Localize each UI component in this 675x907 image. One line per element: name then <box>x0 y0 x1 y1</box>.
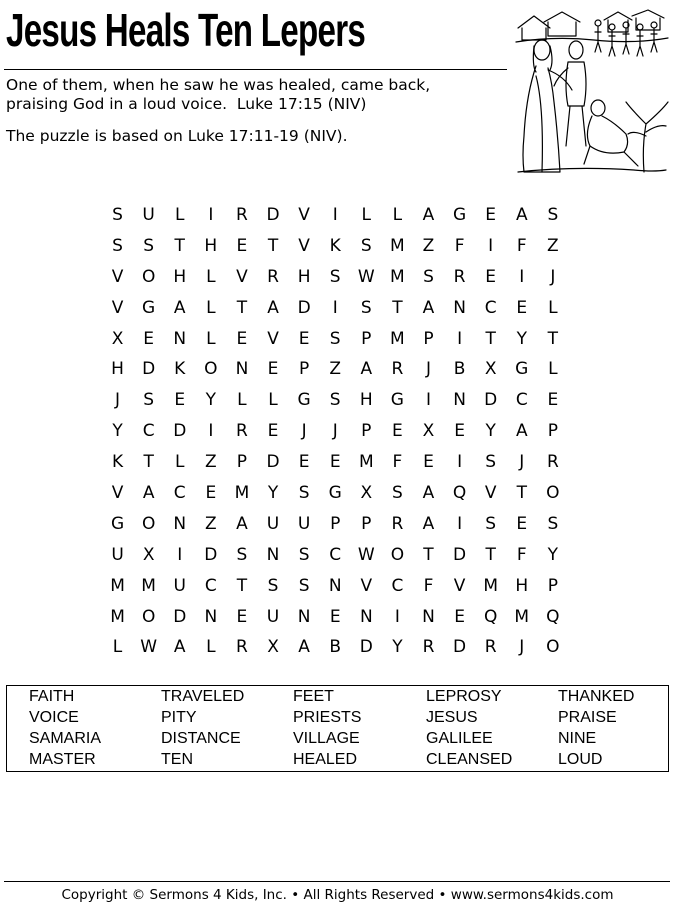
word-search-grid <box>102 200 568 663</box>
grid-letter: E <box>329 452 341 473</box>
grid-letter: J <box>301 421 307 442</box>
grid-letter: S <box>298 544 310 565</box>
grid-letter: T <box>485 544 496 565</box>
grid-letter: W <box>140 637 158 658</box>
grid-letter: G <box>110 513 125 534</box>
grid-letter: N <box>453 390 466 411</box>
grid-letter: L <box>174 205 185 225</box>
grid-letter: Y <box>112 421 123 442</box>
grid-letter: S <box>267 575 279 596</box>
grid-letter: V <box>453 575 466 596</box>
grid-letter: S <box>423 266 434 287</box>
grid-letter: S <box>112 235 123 256</box>
grid-letter: U <box>266 606 280 627</box>
word-list-item: JESUS <box>426 709 478 726</box>
word-list-item: DISTANCE <box>161 730 241 747</box>
grid-letter: W <box>357 266 375 287</box>
grid-letter: S <box>298 575 310 596</box>
grid-letter: S <box>329 328 341 349</box>
grid-letter: Z <box>329 359 342 380</box>
grid-row <box>102 602 568 633</box>
jesus-healing-leper-illustration <box>514 6 670 176</box>
grid-letter: S <box>485 452 497 473</box>
grid-row <box>102 632 568 663</box>
word-list-item: TEN <box>161 751 193 768</box>
grid-letter: I <box>208 205 214 225</box>
grid-letter: H <box>515 575 529 596</box>
grid-letter: J <box>425 359 431 380</box>
grid-letter: M <box>483 575 498 596</box>
grid-letter: I <box>208 421 214 442</box>
grid-letter: E <box>236 328 248 349</box>
grid-letter: I <box>457 452 463 473</box>
grid-letter: L <box>361 205 372 225</box>
grid-letter: L <box>174 452 185 473</box>
word-list-item: FEET <box>293 688 334 705</box>
word-list-item: NINE <box>558 730 597 747</box>
grid-letter: F <box>516 235 527 256</box>
grid-letter: G <box>390 390 404 411</box>
grid-letter: E <box>547 390 559 411</box>
grid-letter: W <box>357 544 375 565</box>
grid-letter: M <box>514 606 530 627</box>
word-list-item: LOUD <box>558 751 603 768</box>
grid-letter: N <box>422 606 435 627</box>
grid-letter: Y <box>485 421 496 442</box>
grid-letter: B <box>329 637 342 658</box>
puzzle-basis-text: The puzzle is based on Luke 17:11-19 (NIV). <box>6 127 348 145</box>
grid-letter: M <box>390 266 405 287</box>
grid-letter: I <box>488 235 494 256</box>
grid-letter: B <box>453 359 466 380</box>
grid-letter: E <box>205 483 217 504</box>
grid-row <box>102 293 568 324</box>
grid-letter: D <box>453 637 467 658</box>
grid-letter: A <box>142 483 155 504</box>
grid-letter: N <box>453 297 466 318</box>
grid-letter: X <box>111 328 124 349</box>
grid-letter: X <box>267 637 279 658</box>
grid-letter: C <box>173 483 186 504</box>
grid-letter: L <box>268 390 278 411</box>
grid-letter: S <box>298 483 310 504</box>
grid-letter: O <box>141 513 156 534</box>
grid-letter: T <box>516 483 527 504</box>
grid-row <box>102 231 568 262</box>
grid-letter: O <box>141 266 156 287</box>
grid-letter: M <box>234 483 250 504</box>
page-title: Jesus Heals Ten Lepers <box>6 4 366 56</box>
grid-letter: R <box>391 513 404 534</box>
grid-letter: L <box>206 328 216 349</box>
grid-letter: E <box>236 235 248 256</box>
grid-letter: D <box>173 606 187 627</box>
grid-letter: R <box>236 205 248 225</box>
grid-letter: G <box>515 359 529 380</box>
word-list-item: VILLAGE <box>293 730 360 747</box>
grid-letter: L <box>206 297 216 318</box>
grid-letter: I <box>332 297 338 318</box>
grid-letter: E <box>454 421 465 442</box>
grid-letter: V <box>236 266 248 287</box>
grid-letter: E <box>236 606 248 627</box>
word-list-item: TRAVELED <box>161 688 245 705</box>
grid-letter: T <box>236 575 248 596</box>
verse-line-2: praising God in a loud voice. Luke 17:15 (NIV) <box>6 95 367 113</box>
grid-letter: A <box>236 513 248 534</box>
grid-letter: A <box>422 297 435 318</box>
grid-letter: U <box>111 544 124 565</box>
grid-letter: N <box>359 606 373 627</box>
grid-letter: R <box>422 637 435 658</box>
grid-letter: R <box>267 266 279 287</box>
grid-letter: N <box>328 575 342 596</box>
word-list-item: PITY <box>161 709 197 726</box>
grid-letter: M <box>110 606 125 627</box>
grid-letter: P <box>330 513 341 534</box>
grid-letter: S <box>329 266 341 287</box>
grid-letter: D <box>266 205 280 225</box>
grid-letter: T <box>236 297 248 318</box>
grid-row <box>102 354 568 385</box>
grid-letter: H <box>111 359 124 380</box>
grid-letter: L <box>548 359 558 380</box>
grid-letter: A <box>422 513 435 534</box>
grid-letter: D <box>142 359 156 380</box>
grid-letter: A <box>173 297 186 318</box>
grid-letter: L <box>237 390 247 411</box>
grid-letter: I <box>457 513 463 534</box>
grid-letter: Y <box>516 328 527 349</box>
grid-letter: H <box>204 235 218 256</box>
grid-letter: D <box>173 421 187 442</box>
word-list-item: LEPROSY <box>426 688 502 705</box>
word-list-item: CLEANSED <box>426 751 513 768</box>
grid-letter: Z <box>205 452 217 473</box>
grid-letter: F <box>423 575 434 596</box>
verse-text <box>6 76 506 114</box>
verse-line-1: One of them, when he saw he was healed, came back, <box>6 76 431 94</box>
grid-letter: U <box>142 205 155 225</box>
grid-letter: L <box>548 297 558 318</box>
grid-letter: P <box>423 328 434 349</box>
grid-letter: E <box>454 606 465 627</box>
word-list-item: PRAISE <box>558 709 617 726</box>
grid-letter: P <box>361 328 372 349</box>
grid-letter: J <box>115 390 121 411</box>
grid-letter: Q <box>546 606 560 627</box>
grid-letter: L <box>392 205 403 225</box>
grid-letter: O <box>546 637 560 658</box>
grid-letter: P <box>547 421 558 442</box>
grid-letter: A <box>173 637 186 658</box>
grid-letter: A <box>515 205 528 225</box>
grid-letter: J <box>519 452 525 473</box>
grid-letter: P <box>361 513 372 534</box>
grid-letter: T <box>392 297 403 318</box>
grid-letter: L <box>112 637 123 658</box>
grid-letter: P <box>298 359 310 380</box>
grid-letter: A <box>422 205 435 225</box>
grid-letter: C <box>204 575 217 596</box>
grid-letter: V <box>111 297 124 318</box>
word-list-item: PRIESTS <box>293 709 362 726</box>
grid-letter: I <box>457 328 463 349</box>
word-list-item: THANKED <box>558 688 635 705</box>
grid-letter: D <box>297 297 311 318</box>
word-list-item: FAITH <box>29 688 75 705</box>
grid-letter: R <box>453 266 466 287</box>
grid-letter: V <box>484 483 497 504</box>
grid-row <box>102 416 568 447</box>
grid-row <box>102 540 568 571</box>
grid-letter: T <box>423 544 434 565</box>
grid-letter: S <box>360 297 372 318</box>
grid-letter: Y <box>267 483 279 504</box>
grid-row <box>102 447 568 478</box>
grid-letter: M <box>141 575 156 596</box>
grid-letter: D <box>453 544 467 565</box>
grid-letter: X <box>142 544 155 565</box>
grid-letter: S <box>236 544 248 565</box>
grid-letter: Y <box>392 637 403 658</box>
grid-letter: E <box>298 452 310 473</box>
grid-letter: C <box>391 575 404 596</box>
grid-letter: R <box>484 637 497 658</box>
grid-letter: P <box>547 575 558 596</box>
grid-letter: N <box>235 359 249 380</box>
grid-letter: A <box>515 421 528 442</box>
grid-letter: P <box>361 421 372 442</box>
grid-letter: N <box>297 606 311 627</box>
grid-letter: U <box>266 513 280 534</box>
grid-letter: V <box>298 205 310 225</box>
grid-row <box>102 200 568 231</box>
grid-letter: N <box>266 544 280 565</box>
grid-letter: L <box>206 266 216 287</box>
grid-letter: X <box>422 421 435 442</box>
grid-letter: U <box>297 513 311 534</box>
grid-row <box>102 262 568 293</box>
grid-letter: R <box>236 421 248 442</box>
grid-letter: Z <box>205 513 217 534</box>
grid-letter: X <box>484 359 497 380</box>
grid-letter: G <box>297 390 311 411</box>
grid-letter: C <box>142 421 155 442</box>
grid-letter: E <box>267 421 279 442</box>
grid-letter: O <box>204 359 218 380</box>
grid-letter: E <box>423 452 434 473</box>
grid-letter: M <box>358 452 374 473</box>
grid-letter: R <box>236 637 248 658</box>
grid-letter: I <box>177 544 183 565</box>
grid-letter: G <box>328 483 342 504</box>
grid-letter: N <box>173 328 187 349</box>
grid-letter: T <box>174 235 185 256</box>
grid-letter: H <box>173 266 187 287</box>
grid-letter: D <box>266 452 280 473</box>
grid-row <box>102 571 568 602</box>
grid-letter: S <box>485 513 497 534</box>
grid-letter: I <box>425 390 431 411</box>
grid-letter: Q <box>483 606 498 627</box>
grid-letter: E <box>485 205 497 225</box>
grid-letter: J <box>332 421 338 442</box>
grid-letter: E <box>329 606 341 627</box>
grid-letter: A <box>298 637 310 658</box>
grid-letter: A <box>422 483 435 504</box>
word-list-item: GALILEE <box>426 730 493 747</box>
grid-letter: E <box>516 513 528 534</box>
grid-letter: S <box>360 235 372 256</box>
grid-letter: S <box>143 390 155 411</box>
word-list-box <box>6 685 669 772</box>
grid-letter: H <box>359 390 373 411</box>
grid-letter: S <box>112 205 123 225</box>
grid-letter: S <box>143 235 155 256</box>
grid-letter: F <box>454 235 465 256</box>
grid-letter: A <box>360 359 373 380</box>
grid-letter: N <box>204 606 218 627</box>
grid-letter: Y <box>547 544 559 565</box>
grid-letter: K <box>329 235 341 256</box>
grid-letter: T <box>143 452 154 473</box>
grid-letter: I <box>394 606 400 627</box>
grid-letter: N <box>173 513 187 534</box>
grid-letter: C <box>484 297 497 318</box>
grid-letter: V <box>111 266 124 287</box>
grid-letter: A <box>267 297 279 318</box>
grid-row <box>102 324 568 355</box>
grid-letter: M <box>110 575 125 596</box>
grid-letter: E <box>143 328 155 349</box>
grid-letter: O <box>141 606 156 627</box>
grid-letter: E <box>516 297 528 318</box>
grid-letter: M <box>390 235 405 256</box>
grid-row <box>102 509 568 540</box>
grid-letter: T <box>485 328 496 349</box>
word-list-item: HEALED <box>293 751 358 768</box>
grid-letter: I <box>519 266 525 287</box>
title-divider <box>4 69 507 70</box>
word-list-item: MASTER <box>29 751 96 768</box>
grid-letter: O <box>546 483 560 504</box>
grid-letter: S <box>391 483 403 504</box>
grid-letter: Z <box>422 235 435 256</box>
grid-letter: E <box>267 359 279 380</box>
grid-letter: I <box>332 205 338 225</box>
grid-letter: R <box>546 452 559 473</box>
grid-letter: P <box>236 452 248 473</box>
grid-letter: E <box>392 421 403 442</box>
grid-letter: G <box>142 297 156 318</box>
grid-row <box>102 478 568 509</box>
grid-letter: V <box>267 328 279 349</box>
grid-letter: V <box>360 575 373 596</box>
grid-letter: Q <box>452 483 467 504</box>
grid-letter: J <box>519 637 525 658</box>
grid-letter: S <box>329 390 341 411</box>
grid-letter: C <box>515 390 528 411</box>
grid-letter: K <box>111 452 124 473</box>
grid-letter: Z <box>547 235 559 256</box>
copyright-footer: Copyright © Sermons 4 Kids, Inc. • All Rights Reserved • www.sermons4kids.com <box>61 887 614 903</box>
word-list-item: SAMARIA <box>29 730 102 747</box>
grid-letter: T <box>547 328 559 349</box>
grid-letter: E <box>298 328 310 349</box>
grid-letter: M <box>390 328 405 349</box>
grid-letter: E <box>174 390 186 411</box>
grid-letter: V <box>111 483 124 504</box>
grid-letter: O <box>390 544 405 565</box>
grid-letter: J <box>550 266 556 287</box>
grid-letter: G <box>452 205 467 225</box>
grid-letter: C <box>329 544 342 565</box>
footer-divider <box>4 881 670 882</box>
grid-letter: H <box>297 266 311 287</box>
word-list-item: VOICE <box>29 709 79 726</box>
grid-letter: X <box>360 483 373 504</box>
grid-row <box>102 385 568 416</box>
grid-letter: S <box>547 513 559 534</box>
grid-letter: F <box>392 452 403 473</box>
grid-letter: E <box>485 266 497 287</box>
grid-letter: R <box>391 359 404 380</box>
grid-letter: Y <box>205 390 217 411</box>
grid-letter: D <box>359 637 373 658</box>
grid-letter: D <box>204 544 218 565</box>
grid-letter: D <box>484 390 498 411</box>
grid-letter: K <box>174 359 186 380</box>
grid-letter: V <box>298 235 310 256</box>
grid-letter: S <box>547 205 559 225</box>
grid-letter: L <box>206 637 216 658</box>
grid-letter: T <box>267 235 279 256</box>
grid-letter: F <box>516 544 527 565</box>
grid-letter: U <box>173 575 186 596</box>
